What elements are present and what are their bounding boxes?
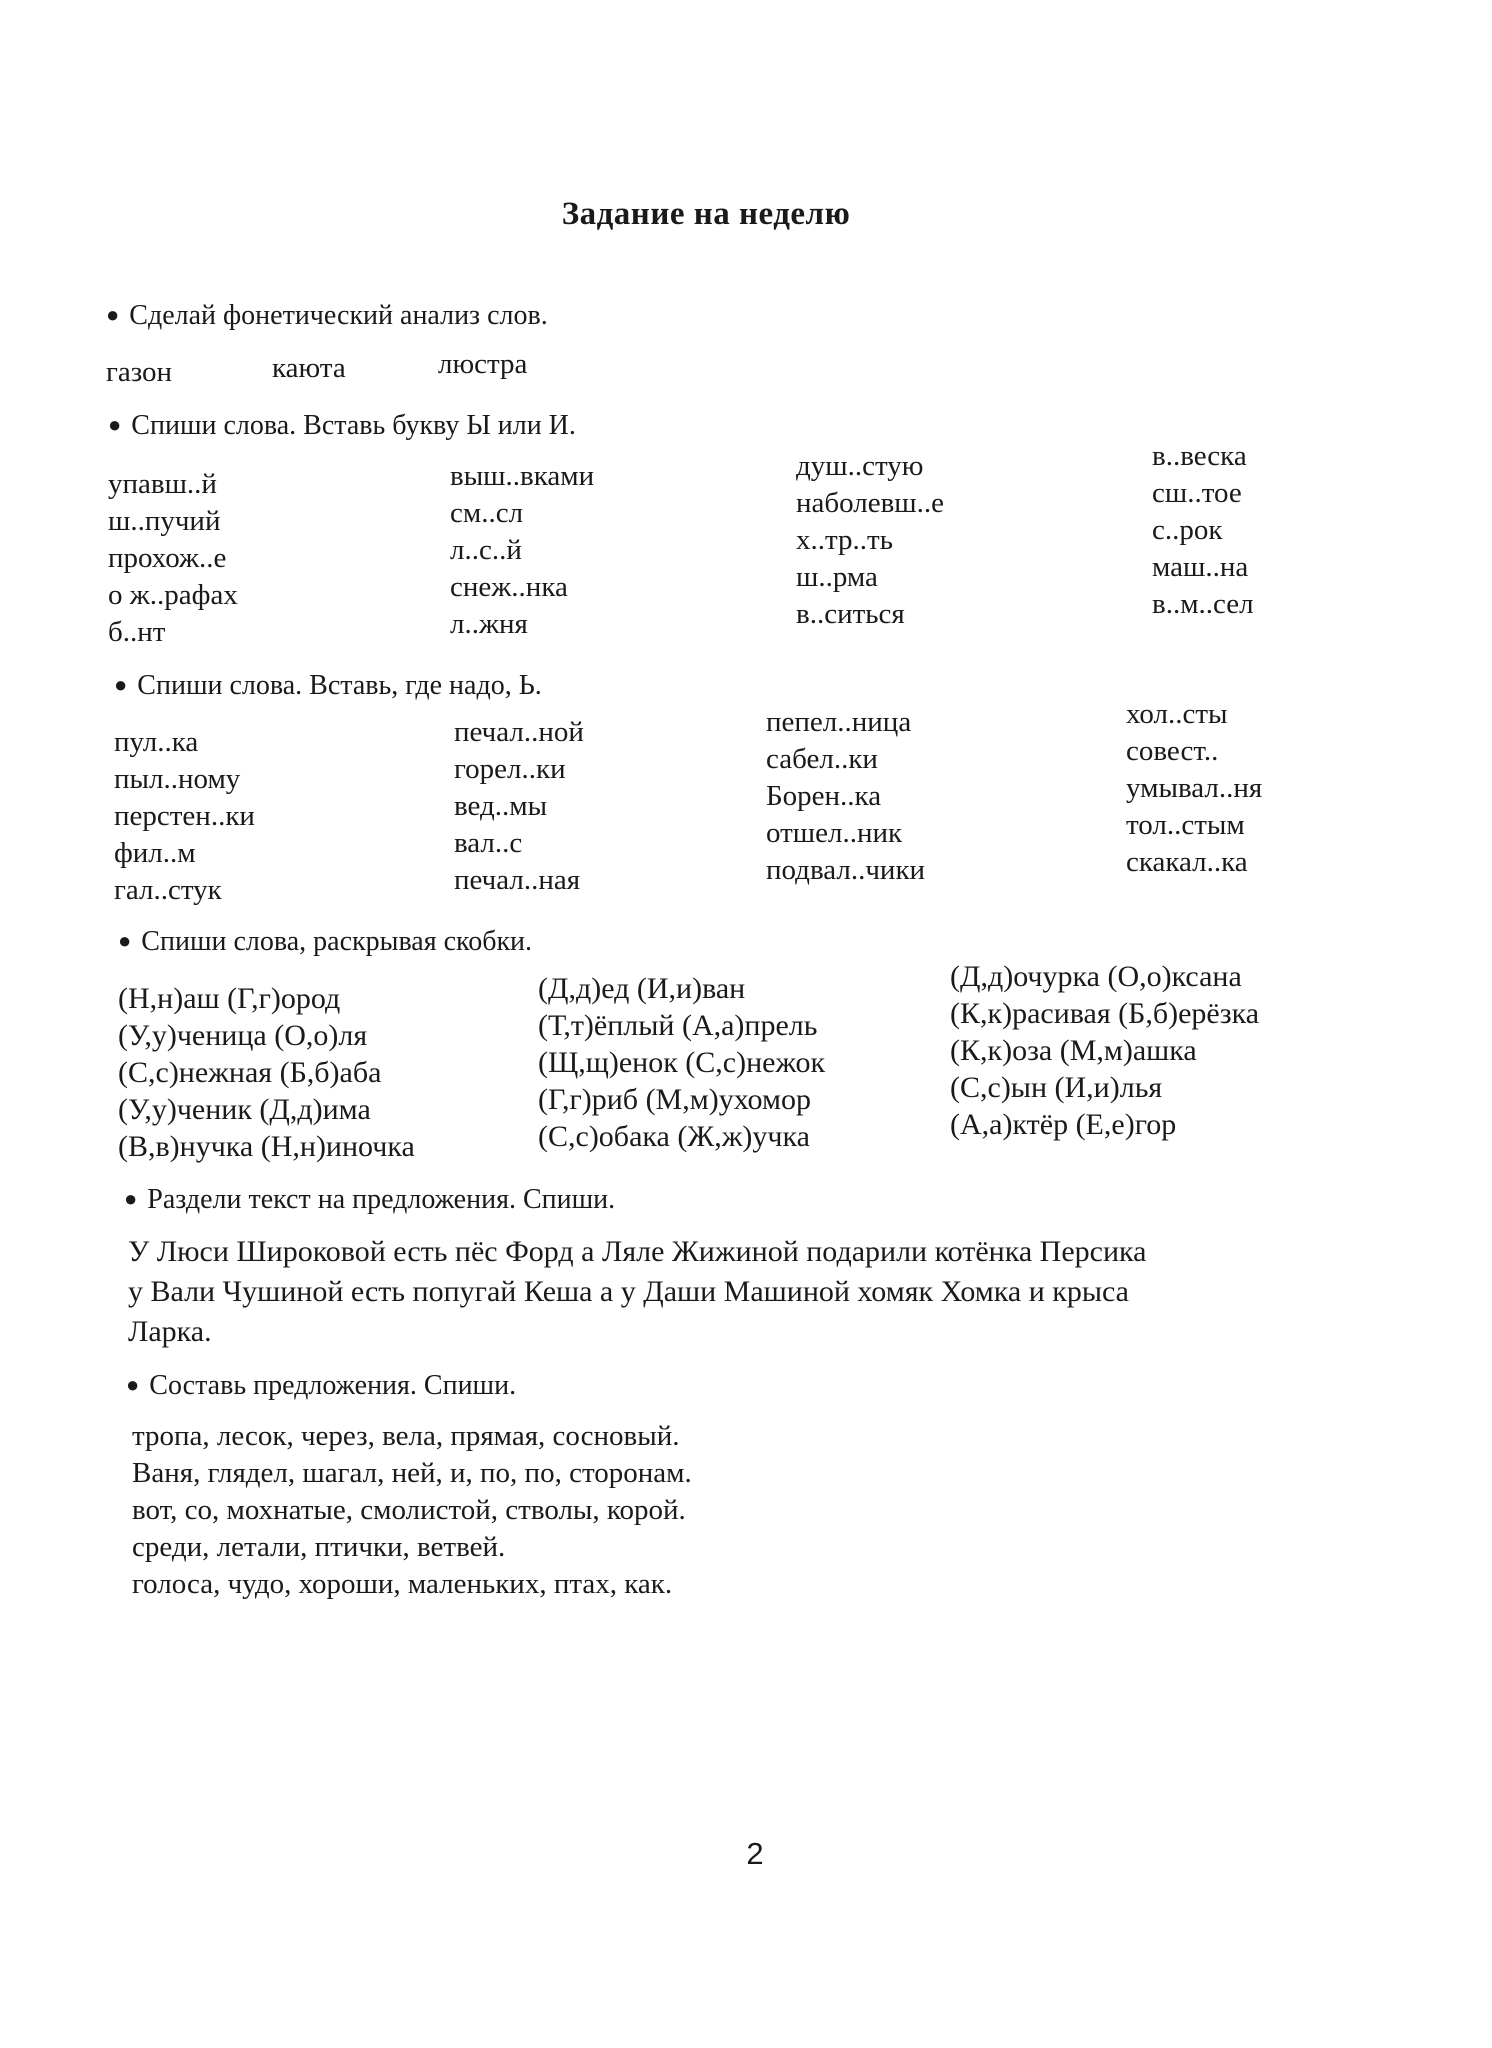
task2-column-2	[450, 458, 594, 643]
text-line: тропа, лесок, через, вела, прямая, сосновый.	[132, 1420, 680, 1452]
list-item: наболевш..е	[796, 487, 945, 519]
task2-column-4	[1152, 438, 1254, 623]
bullet-icon: ●	[118, 928, 132, 953]
word: каюта	[272, 352, 346, 384]
list-item: хол..сты	[1126, 698, 1228, 730]
text-line: Ваня, глядел, шагал, ней, и, по, по, сторонам.	[132, 1457, 692, 1489]
task3-column-4	[1126, 696, 1262, 881]
text-line: у Вали Чушиной есть попугай Кеша а у Даши Машиной хомяк Хомка и крыса	[128, 1275, 1129, 1308]
list-item: (Т,т)ёплый (А,а)прель	[538, 1009, 818, 1042]
list-item: фил..м	[114, 837, 196, 869]
task5-text	[128, 1232, 1358, 1352]
list-item: сабел..ки	[766, 743, 878, 775]
list-item: душ..стую	[796, 450, 924, 482]
task4-column-2	[538, 970, 825, 1155]
list-item: л..с..й	[450, 534, 522, 566]
list-item: сш..тое	[1152, 477, 1242, 509]
page-number: 2	[746, 1836, 764, 1871]
list-item: вед..мы	[454, 790, 548, 822]
list-item: маш..на	[1152, 551, 1249, 583]
task1-instruction: ● Сделай фонетический анализ слов.	[106, 300, 548, 331]
list-item: (С,с)обака (Ж,ж)учка	[538, 1120, 810, 1153]
list-item: (А,а)ктёр (Е,е)гор	[950, 1108, 1177, 1141]
list-item: выш..вками	[450, 460, 595, 492]
task2-column-3	[796, 448, 944, 633]
task6-lines	[132, 1418, 692, 1603]
list-item: гал..стук	[114, 874, 222, 906]
list-item: снеж..нка	[450, 571, 568, 603]
list-item: пыл..ному	[114, 763, 241, 795]
task4-column-3	[950, 958, 1259, 1143]
task6-instruction: ● Составь предложения. Спиши.	[126, 1370, 517, 1401]
list-item: Борен..ка	[766, 780, 882, 812]
list-item: горел..ки	[454, 753, 566, 785]
list-item: (К,к)оза (М,м)ашка	[950, 1034, 1197, 1067]
list-item: тол..стым	[1126, 809, 1245, 841]
list-item: с..рок	[1152, 514, 1223, 546]
list-item: х..тр..ть	[796, 524, 893, 556]
task3-column-1	[114, 724, 255, 909]
list-item: ш..рма	[796, 561, 878, 593]
list-item: печал..ная	[454, 864, 581, 896]
list-item: см..сл	[450, 497, 524, 529]
list-item: упавш..й	[108, 468, 217, 500]
list-item: (У,у)ченик (Д,д)има	[118, 1093, 371, 1126]
task4-instruction: ● Спиши слова, раскрывая скобки.	[118, 926, 533, 957]
word: люстра	[438, 348, 528, 380]
text-line: среди, летали, птички, ветвей.	[132, 1531, 506, 1563]
list-item: (Н,н)аш (Г,г)ород	[118, 982, 341, 1015]
task3-column-3	[766, 704, 925, 889]
list-item: л..жня	[450, 608, 528, 640]
list-item: (Г,г)риб (М,м)ухомор	[538, 1083, 811, 1116]
list-item: (Щ,щ)енок (С,с)нежок	[538, 1046, 826, 1079]
task4-column-1	[118, 980, 415, 1165]
list-item: печал..ной	[454, 716, 584, 748]
list-item: (Д,д)ед (И,и)ван	[538, 972, 746, 1005]
list-item: пепел..ница	[766, 706, 912, 738]
bullet-icon: ●	[126, 1372, 140, 1397]
list-item: пул..ка	[114, 726, 199, 758]
list-item: совест..	[1126, 735, 1219, 767]
list-item: (К,к)расивая (Б,б)ерёзка	[950, 997, 1260, 1030]
list-item: в..ситься	[796, 598, 905, 630]
text-line: вот, со, мохнатые, смолистой, стволы, корой.	[132, 1494, 686, 1526]
task3-column-2	[454, 714, 584, 899]
list-item: в..веска	[1152, 440, 1247, 472]
list-item: скакал..ка	[1126, 846, 1248, 878]
list-item: вал..с	[454, 827, 523, 859]
list-item: умывал..ня	[1126, 772, 1263, 804]
word: газон	[106, 356, 173, 388]
task5-instruction: ● Раздели текст на предложения. Спиши.	[124, 1184, 616, 1215]
list-item: о ж..рафах	[108, 579, 238, 611]
list-item: (У,у)ченица (О,о)ля	[118, 1019, 368, 1052]
task1-words	[0, 348, 1492, 396]
page-title: Задание на неделю	[561, 196, 851, 232]
task2-instruction: ● Спиши слова. Вставь букву Ы или И.	[108, 410, 576, 441]
bullet-icon: ●	[114, 672, 128, 697]
bullet-icon: ●	[124, 1186, 138, 1211]
task3-instruction: ● Спиши слова. Вставь, где надо, Ь.	[114, 670, 542, 701]
list-item: (С,с)нежная (Б,б)аба	[118, 1056, 382, 1089]
bullet-icon: ●	[108, 412, 122, 437]
list-item: ш..пучий	[108, 505, 221, 537]
list-item: (Д,д)очурка (О,о)ксана	[950, 960, 1242, 993]
list-item: б..нт	[108, 616, 166, 648]
list-item: (В,в)нучка (Н,н)иночка	[118, 1130, 415, 1163]
bullet-icon: ●	[106, 302, 120, 327]
task2-column-1	[108, 466, 238, 651]
list-item: в..м..сел	[1152, 588, 1254, 620]
list-item: подвал..чики	[766, 854, 926, 886]
text-line: голоса, чудо, хороши, маленьких, птах, как.	[132, 1568, 673, 1600]
text-line: Ларка.	[128, 1315, 212, 1348]
text-line: У Люси Широковой есть пёс Форд а Ляле Жижиной подарили котёнка Персика	[128, 1235, 1147, 1268]
list-item: прохож..е	[108, 542, 227, 574]
list-item: отшел..ник	[766, 817, 903, 849]
list-item: перстен..ки	[114, 800, 255, 832]
list-item: (С,с)ын (И,и)лья	[950, 1071, 1163, 1104]
